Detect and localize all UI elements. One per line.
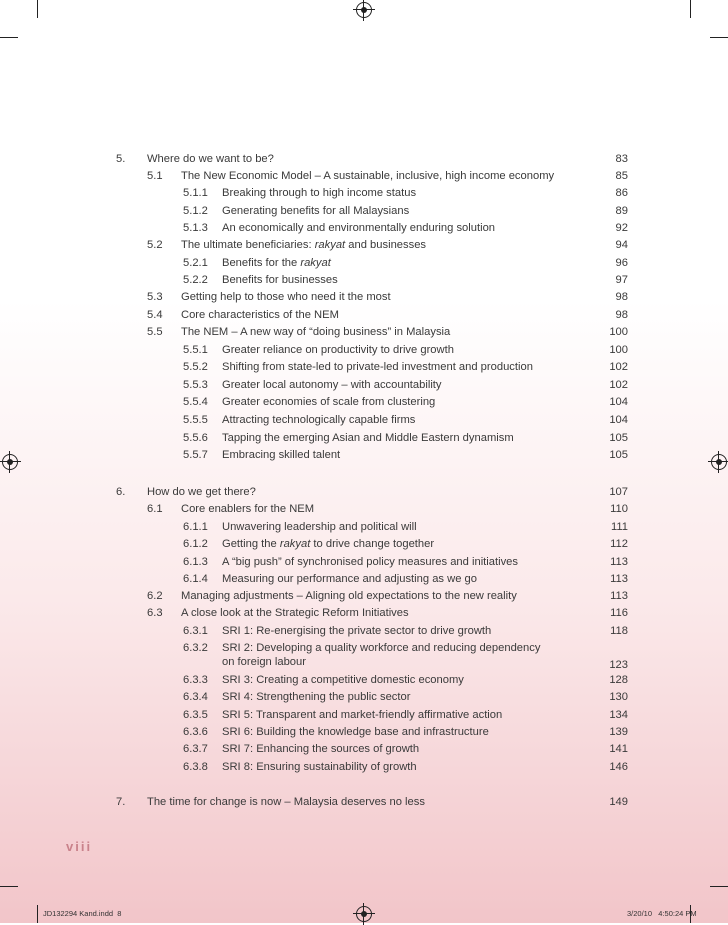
toc-page-number: 94 xyxy=(615,239,628,251)
toc-page-number: 102 xyxy=(609,379,628,391)
toc-title xyxy=(147,152,274,166)
toc-page-number: 116 xyxy=(610,607,628,619)
toc-page-number: 139 xyxy=(609,726,628,738)
toc-page-number: 104 xyxy=(609,396,628,408)
toc-page-number: 112 xyxy=(610,538,628,550)
toc-page-number: 98 xyxy=(615,309,628,321)
toc-title-text: Breaking through to high income status xyxy=(222,187,417,199)
toc-title-emphasis: rakyat xyxy=(279,538,311,550)
toc-title xyxy=(222,537,434,551)
toc-title xyxy=(222,221,495,235)
toc-title xyxy=(222,520,417,534)
toc-page-number: 92 xyxy=(615,222,628,234)
toc-page-number: 123 xyxy=(609,659,628,671)
toc-title xyxy=(222,555,518,569)
toc-title-text: SRI 3: Creating a competitive domestic economy xyxy=(222,674,464,686)
toc-number: 5.5.6 xyxy=(183,432,208,444)
registration-mark-icon xyxy=(356,906,372,922)
toc-title-text: How do we get there? xyxy=(147,486,256,498)
registration-mark-icon xyxy=(356,2,372,18)
toc-page-number: 83 xyxy=(615,153,628,165)
registration-mark-icon xyxy=(711,454,727,470)
toc-title-text: Benefits for businesses xyxy=(222,274,338,286)
toc-number: 6. xyxy=(116,486,126,498)
toc-page-number: 141 xyxy=(609,743,628,755)
toc-title-text: Measuring our performance and adjusting as we go xyxy=(222,573,477,585)
toc-title-part: to drive change together xyxy=(310,538,435,550)
toc-page-number: 113 xyxy=(610,556,628,568)
toc-number: 6.3 xyxy=(147,607,163,619)
toc-number: 5.5 xyxy=(147,326,163,338)
toc-title xyxy=(222,186,416,200)
toc-title xyxy=(222,413,415,427)
toc-number: 5.4 xyxy=(147,309,163,321)
toc-page-number: 134 xyxy=(609,709,628,721)
toc-title-text: Generating benefits for all Malaysians xyxy=(222,205,410,217)
toc-page-number: 105 xyxy=(609,449,628,461)
toc-title-part: Getting the xyxy=(222,538,280,550)
toc-number: 6.3.2 xyxy=(183,642,208,654)
toc-page-number: 97 xyxy=(615,274,628,286)
toc-number: 5.1.2 xyxy=(183,205,208,217)
toc-page-number: 100 xyxy=(609,326,628,338)
toc-title xyxy=(222,448,340,462)
toc-page-number: 89 xyxy=(615,205,628,217)
toc-title-text: SRI 4: Strengthening the public sector xyxy=(222,691,411,703)
toc-number: 5.2 xyxy=(147,239,163,251)
toc-page-number: 113 xyxy=(610,590,628,602)
toc-title xyxy=(222,708,502,722)
crop-mark xyxy=(37,905,38,923)
toc-number: 5.5.1 xyxy=(183,344,208,356)
toc-title xyxy=(222,641,540,669)
registration-mark-icon xyxy=(2,454,18,470)
toc-title-text: SRI 2: Developing a quality workforce and reducing dependency xyxy=(222,642,541,654)
toc-number: 6.1.2 xyxy=(183,538,208,550)
toc-title xyxy=(181,308,339,322)
toc-number: 7. xyxy=(116,796,126,808)
toc-title xyxy=(222,273,338,287)
toc-number: 5.2.2 xyxy=(183,274,208,286)
toc-title-text: A close look at the Strategic Reform Initiatives xyxy=(181,607,409,619)
toc-title xyxy=(181,290,391,304)
toc-title xyxy=(222,690,410,704)
toc-title-emphasis: rakyat xyxy=(300,257,331,269)
toc-number: 6.3.8 xyxy=(183,761,208,773)
toc-page-number: 111 xyxy=(610,521,628,533)
toc-title-text: The time for change is now – Malaysia deserves no less xyxy=(147,796,425,808)
toc-title xyxy=(222,395,435,409)
toc-title xyxy=(222,378,442,392)
toc-number: 5.1.1 xyxy=(183,187,208,199)
toc-page-number: 86 xyxy=(615,187,628,199)
toc-title-text: Greater reliance on productivity to drive growth xyxy=(222,344,454,356)
toc-title xyxy=(222,624,491,638)
toc-title xyxy=(181,238,426,252)
toc-number: 5.5.3 xyxy=(183,379,208,391)
toc-number: 5.1 xyxy=(147,170,163,182)
toc-page-number: 107 xyxy=(609,486,628,498)
toc-number: 5.5.7 xyxy=(183,449,208,461)
toc-title xyxy=(222,742,419,756)
toc-title xyxy=(222,760,417,774)
toc-title-text: Tapping the emerging Asian and Middle Eastern dynamism xyxy=(222,432,514,444)
toc-page-number: 149 xyxy=(609,796,628,808)
slug-time: 4:50:24 PM xyxy=(658,909,697,918)
toc-page-number: 104 xyxy=(609,414,628,426)
slug-datetime xyxy=(627,909,697,918)
toc-title xyxy=(222,204,409,218)
toc-number: 5.5.4 xyxy=(183,396,208,408)
toc-title-text: SRI 7: Enhancing the sources of growth xyxy=(222,743,420,755)
toc-title-text: An economically and environmentally enduring solution xyxy=(222,222,496,234)
toc-title xyxy=(222,431,514,445)
toc-page-number: 98 xyxy=(615,291,628,303)
toc-title-text: Managing adjustments – Aligning old expectations to the new reality xyxy=(181,590,517,602)
slug-file-name: JD132294 Kand.indd xyxy=(43,909,114,918)
toc-title xyxy=(147,485,256,499)
toc-title-text: The New Economic Model – A sustainable, inclusive, high income economy xyxy=(181,170,555,182)
crop-mark xyxy=(690,0,691,18)
toc-title-part: and businesses xyxy=(345,239,427,251)
toc-number: 5. xyxy=(116,153,126,165)
toc-page-number: 128 xyxy=(609,674,628,686)
toc-number: 6.1.4 xyxy=(183,573,208,585)
toc-title xyxy=(181,169,554,183)
toc-title-text: Core enablers for the NEM xyxy=(181,503,315,515)
toc-title xyxy=(222,673,464,687)
toc-number: 5.5.5 xyxy=(183,414,208,426)
toc-number: 5.5.2 xyxy=(183,361,208,373)
toc-number: 6.3.7 xyxy=(183,743,208,755)
toc-title-text: Core characteristics of the NEM xyxy=(181,309,339,321)
crop-mark xyxy=(0,37,18,38)
toc-title-text: Attracting technologically capable firms xyxy=(222,414,416,426)
toc-title-part: Benefits for the xyxy=(222,257,301,269)
toc-page-number: 146 xyxy=(609,761,628,773)
slug-date: 3/20/10 xyxy=(627,909,653,918)
toc-title-part: The ultimate beneficiaries: xyxy=(181,239,315,251)
toc-title-text: Embracing skilled talent xyxy=(222,449,341,461)
toc-title xyxy=(222,256,331,270)
toc-title-text: The NEM – A new way of “doing business” in Malaysia xyxy=(181,326,451,338)
slug-page: 8 xyxy=(117,909,122,918)
toc-title-text: SRI 5: Transparent and market-friendly affirmative action xyxy=(222,709,503,721)
toc-page-number: 85 xyxy=(615,170,628,182)
toc-number: 6.3.5 xyxy=(183,709,208,721)
toc-page-number: 118 xyxy=(610,625,628,637)
toc-title-text: SRI 6: Building the knowledge base and infrastructure xyxy=(222,726,489,738)
crop-mark xyxy=(0,886,18,887)
toc-page-number: 113 xyxy=(610,573,628,585)
toc-title xyxy=(222,360,533,374)
toc-number: 6.3.3 xyxy=(183,674,208,686)
toc-title-text: Getting help to those who need it the most xyxy=(181,291,391,303)
toc-title-text: Unwavering leadership and political will xyxy=(222,521,417,533)
toc-title xyxy=(222,343,454,357)
toc-title-text: SRI 1: Re-energising the private sector to drive growth xyxy=(222,625,492,637)
toc-number: 5.1.3 xyxy=(183,222,208,234)
toc-number: 5.3 xyxy=(147,291,163,303)
toc-page-number: 100 xyxy=(609,344,628,356)
toc-page-number: 102 xyxy=(609,361,628,373)
toc-title-text: Greater economies of scale from clustering xyxy=(222,396,436,408)
toc-number: 5.2.1 xyxy=(183,257,208,269)
toc-page-number: 130 xyxy=(609,691,628,703)
toc-number: 6.1 xyxy=(147,503,163,515)
slug-file xyxy=(43,909,121,918)
toc-title xyxy=(147,795,425,809)
toc-title-text: Shifting from state-led to private-led investment and production xyxy=(222,361,533,373)
toc-number: 6.2 xyxy=(147,590,163,602)
page-folio: viii xyxy=(66,839,93,854)
toc-title xyxy=(181,589,517,603)
toc-page-number: 110 xyxy=(610,503,628,515)
toc-number: 6.3.6 xyxy=(183,726,208,738)
toc-number: 6.3.4 xyxy=(183,691,208,703)
toc-number: 6.1.1 xyxy=(183,521,208,533)
toc-title xyxy=(222,572,477,586)
toc-title xyxy=(181,325,450,339)
toc-page-number: 96 xyxy=(615,257,628,269)
toc-number: 6.1.3 xyxy=(183,556,208,568)
toc-title-continuation: on foreign labour xyxy=(222,656,306,668)
toc-title-emphasis: rakyat xyxy=(314,239,346,251)
toc-title-text: Where do we want to be? xyxy=(147,153,274,165)
crop-mark xyxy=(710,37,728,38)
toc-number: 6.3.1 xyxy=(183,625,208,637)
crop-mark xyxy=(37,0,38,18)
crop-mark xyxy=(710,886,728,887)
toc-title xyxy=(181,606,409,620)
toc-title-text: Greater local autonomy – with accountability xyxy=(222,379,442,391)
toc-title xyxy=(222,725,489,739)
toc-title xyxy=(181,502,314,516)
toc-title-text: SRI 8: Ensuring sustainability of growth xyxy=(222,761,417,773)
toc-title-text: A “big push” of synchronised policy measures and initiatives xyxy=(222,556,518,568)
toc-page-number: 105 xyxy=(609,432,628,444)
